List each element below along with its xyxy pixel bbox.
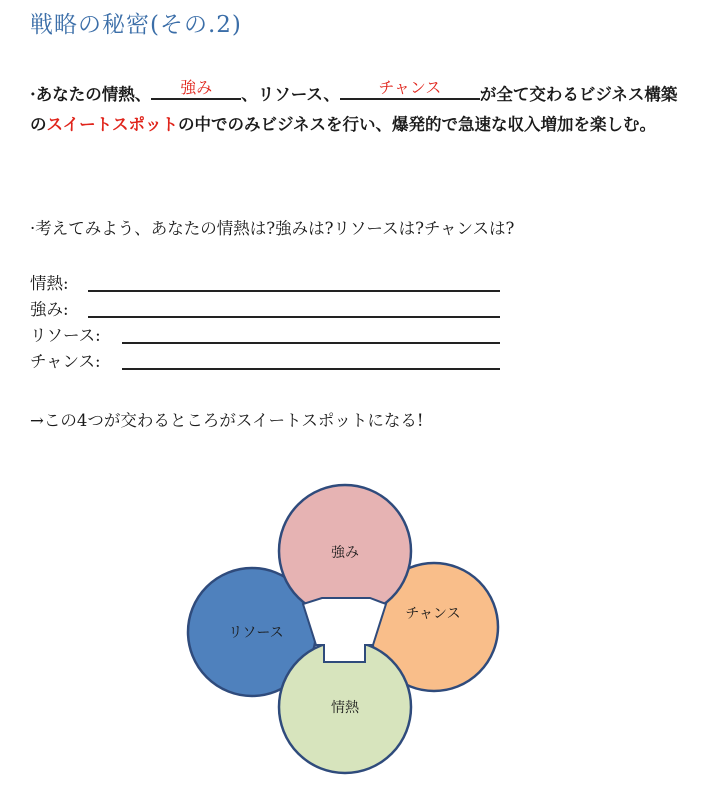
- bullet: ·: [30, 85, 36, 104]
- field-label: リソース:: [30, 326, 101, 345]
- field-label: 情熱:: [30, 274, 69, 293]
- label-strength: 強み: [331, 545, 359, 561]
- field-label: チャンス:: [30, 352, 101, 371]
- answer-chance: チャンス: [378, 78, 442, 97]
- label-resource: リソース: [228, 625, 284, 641]
- label-chance: チャンス: [405, 606, 461, 622]
- answer-strength: 強み: [180, 78, 213, 97]
- page-title: 戦略の秘密(その.2): [30, 12, 242, 38]
- question-text: ·考えてみよう、あなたの情熱は?強みは?リソースは?チャンスは?: [30, 219, 515, 238]
- text-segment: あなたの情熱、: [35, 85, 152, 104]
- field-label: 強み:: [30, 300, 69, 319]
- sweet-spot-highlight: スイートスポット: [46, 115, 179, 134]
- text-segment: が全て交わるビジネス構築の: [30, 85, 678, 134]
- text-segment: 、リソース、: [241, 85, 340, 104]
- conclusion-text: →この4つが交わるところがスイートスポットになる!: [30, 411, 424, 430]
- label-passion: 情熱: [331, 700, 359, 716]
- text-segment: の中でのみビジネスを行い、爆発的で急速な収入増加を楽しむ。: [178, 115, 657, 134]
